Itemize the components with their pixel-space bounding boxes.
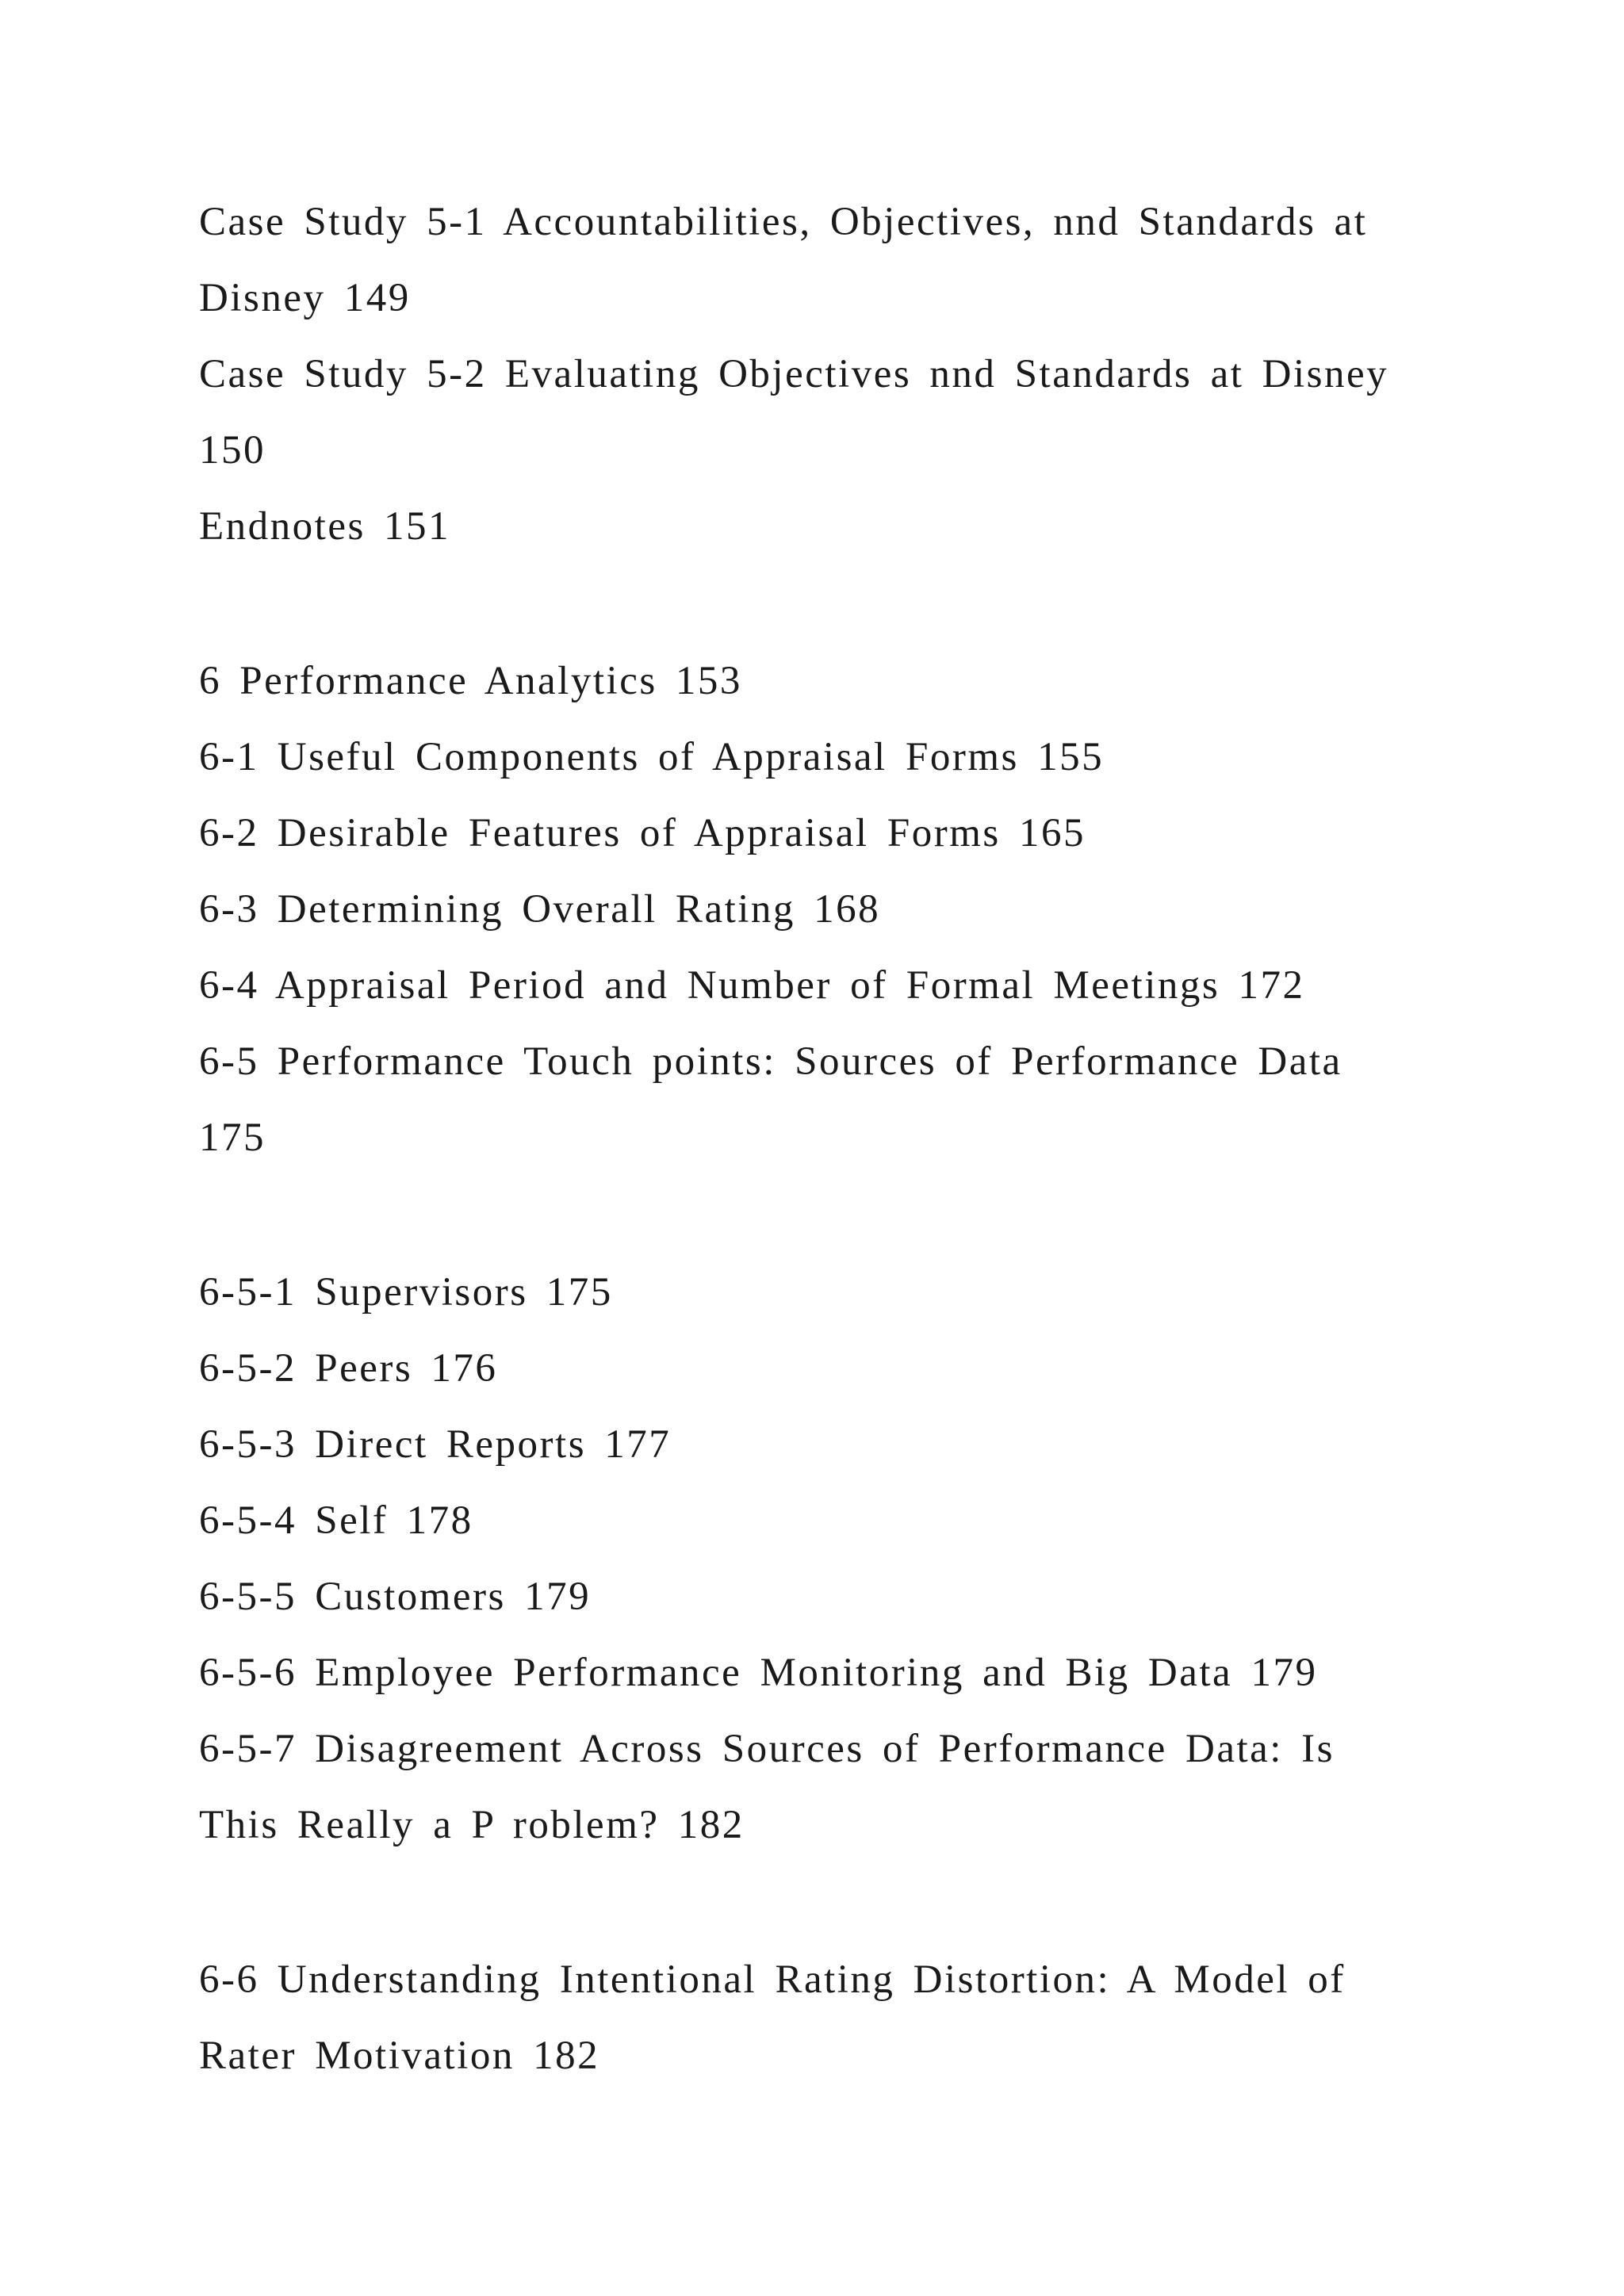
toc-entry-endnotes: Endnotes 151 bbox=[199, 504, 451, 549]
toc-entry-6-5-4: 6-5-4 Self 178 bbox=[199, 1498, 473, 1543]
toc-entry-6-5-2: 6-5-2 Peers 176 bbox=[199, 1346, 498, 1391]
toc-entry-6-3: 6-3 Determining Overall Rating 168 bbox=[199, 887, 881, 932]
toc-entry-6-5-page: 175 bbox=[199, 1115, 266, 1160]
toc-entry-6-6-cont: Rater Motivation 182 bbox=[199, 2034, 600, 2078]
toc-entry-6-5-6: 6-5-6 Employee Performance Monitoring and Big Data 179 bbox=[199, 1651, 1318, 1695]
toc-entry-case-study-5-2: Case Study 5-2 Evaluating Objectives nnd Standards at Disney bbox=[199, 352, 1389, 396]
toc-entry-6-5-1: 6-5-1 Supervisors 175 bbox=[199, 1270, 613, 1314]
toc-entry-6-5-3: 6-5-3 Direct Reports 177 bbox=[199, 1422, 672, 1467]
toc-entry-6-5-5: 6-5-5 Customers 179 bbox=[199, 1575, 592, 1619]
toc-entry-6-2: 6-2 Desirable Features of Appraisal Forms 165 bbox=[199, 811, 1086, 855]
toc-entry-6-5-7: 6-5-7 Disagreement Across Sources of Performance Data: Is bbox=[199, 1727, 1335, 1771]
toc-entry-chapter-6: 6 Performance Analytics 153 bbox=[199, 659, 742, 703]
toc-entry-6-5: 6-5 Performance Touch points: Sources of Performance Data bbox=[199, 1039, 1342, 1084]
toc-entry-case-study-5-1-page: Disney 149 bbox=[199, 276, 411, 320]
toc-entry-6-5-7-cont: This Really a P roblem? 182 bbox=[199, 1803, 745, 1847]
toc-entry-case-study-5-1: Case Study 5-1 Accountabilities, Objectives, nnd Standards at bbox=[199, 200, 1368, 244]
toc-entry-6-6: 6-6 Understanding Intentional Rating Distortion: A Model of bbox=[199, 1957, 1346, 2002]
toc-entry-6-1: 6-1 Useful Components of Appraisal Forms 155 bbox=[199, 735, 1105, 779]
toc-entry-case-study-5-2-page: 150 bbox=[199, 428, 266, 473]
toc-entry-6-4: 6-4 Appraisal Period and Number of Formal Meetings 172 bbox=[199, 963, 1305, 1008]
